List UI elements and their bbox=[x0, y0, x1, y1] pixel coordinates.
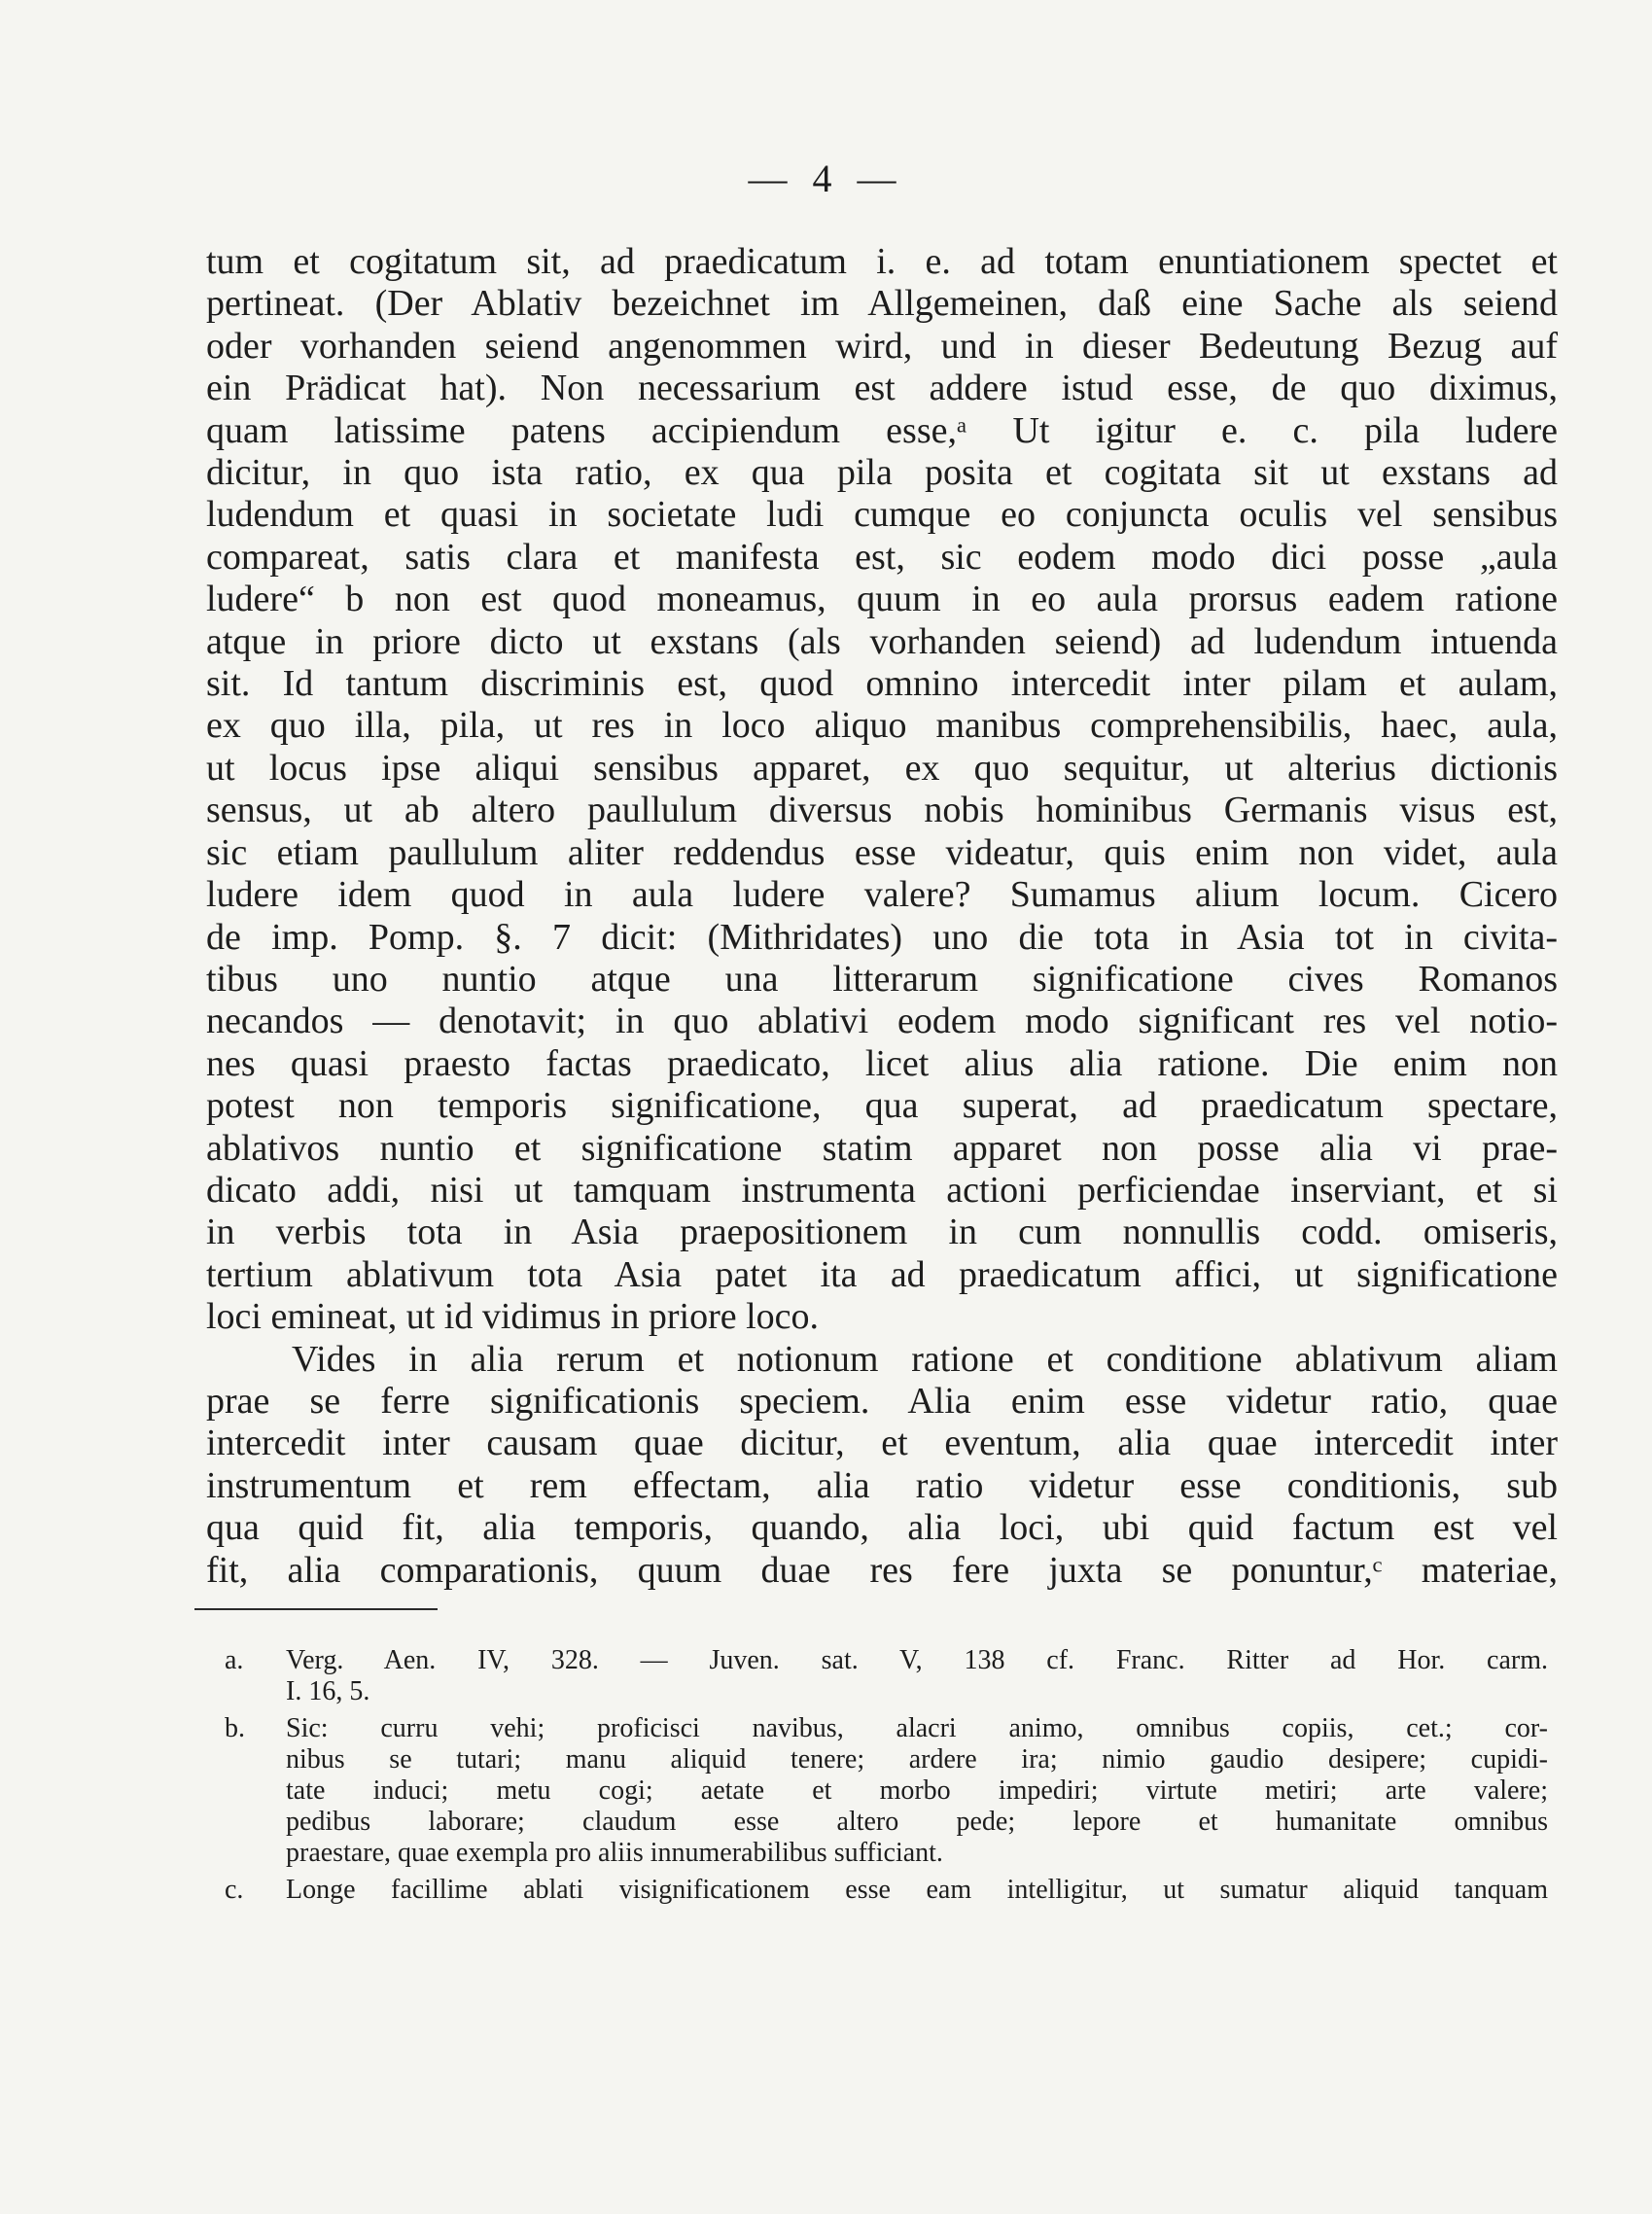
text-line: pertineat. (Der Ablativ bezeichnet im Allgemeinen, daß eine Sache als seiend bbox=[206, 283, 1558, 325]
text-line: ut locus ipse aliqui sensibus apparet, ex quo sequitur, ut alterius dictionis bbox=[206, 747, 1558, 789]
text-line: sit. Id tantum discriminis est, quod omnino intercedit inter pilam et aulam, bbox=[206, 663, 1558, 705]
text-line: oder vorhanden seiend angenommen wird, und in dieser Bedeutung Bezug auf bbox=[206, 325, 1558, 367]
footnote-marker: c. bbox=[225, 1875, 244, 1905]
text-line: qua quid fit, alia temporis, quando, alia loci, ubi quid factum est vel bbox=[206, 1507, 1558, 1549]
footnote-marker: b. bbox=[225, 1713, 245, 1743]
text-line: necandos — denotavit; in quo ablativi eodem modo significant res vel notio- bbox=[206, 1001, 1558, 1042]
text-line: compareat, satis clara et manifesta est, sic eodem modo dici posse „aula bbox=[206, 536, 1558, 578]
text-line: fit, alia comparationis, quum duae res fere juxta se ponuntur,ᶜ materiae, bbox=[206, 1549, 1558, 1591]
text-line: tum et cogitatum sit, ad praedicatum i. e. ad totam enuntiationem spectet et bbox=[206, 241, 1558, 282]
text-line: quam latissime patens accipiendum esse,ᵃ Ut igitur e. c. pila ludere bbox=[206, 409, 1558, 451]
footnote-line: Sic: curru vehi; proficisci navibus, alacri animo, omnibus copiis, cet.; cor- bbox=[286, 1713, 1548, 1743]
text-line: ludere“ b non est quod moneamus, quum in eo aula prorsus eadem ratione bbox=[206, 579, 1558, 620]
text-line: ein Prädicat hat). Non necessarium est addere istud esse, de quo diximus, bbox=[206, 368, 1558, 409]
text-line: ludere idem quod in aula ludere valere? Sumamus alium locum. Cicero bbox=[206, 874, 1558, 916]
page-number: — 4 — bbox=[748, 157, 904, 200]
footnote-c bbox=[226, 1875, 1548, 1906]
text-line: loci emineat, ut id vidimus in priore loco. bbox=[206, 1296, 820, 1338]
footnote-line: nibus se tutari; manu aliquid tenere; ardere ira; nimio gaudio desipere; cupidi- bbox=[286, 1744, 1548, 1775]
text-line: Vides in alia rerum et notionum ratione et conditione ablativum aliam bbox=[292, 1338, 1558, 1380]
footnote-divider bbox=[194, 1608, 438, 1610]
text-line: de imp. Pomp. §. 7 dicit: (Mithridates) uno die tota in Asia tot in civita- bbox=[206, 916, 1558, 958]
footnote-line: praestare, quae exempla pro aliis innumerabilibus sufficiant. bbox=[286, 1838, 943, 1868]
footnote-line: Longe facillime ablati visignificationem esse eam intelligitur, ut sumatur aliquid tanquam bbox=[286, 1875, 1548, 1905]
text-line: ludendum et quasi in societate ludi cumque eo conjuncta oculis vel sensibus bbox=[206, 494, 1558, 536]
text-line: intercedit inter causam quae dicitur, et eventum, alia quae intercedit inter bbox=[206, 1423, 1558, 1464]
text-line: ex quo illa, pila, ut res in loco aliquo manibus comprehensibilis, haec, aula, bbox=[206, 705, 1558, 747]
text-line: potest non temporis significatione, qua superat, ad praedicatum spectare, bbox=[206, 1085, 1558, 1127]
text-line: ablativos nuntio et significatione statim apparet non posse alia vi prae- bbox=[206, 1127, 1558, 1169]
text-line: sic etiam paullulum aliter reddendus esse videatur, quis enim non videt, aula bbox=[206, 831, 1558, 873]
footnote-a bbox=[226, 1645, 1548, 1707]
footnote-marker: a. bbox=[225, 1645, 244, 1675]
body-text bbox=[206, 241, 1558, 1592]
footnote-line: Verg. Aen. IV, 328. — Juven. sat. V, 138 cf. Franc. Ritter ad Hor. carm. bbox=[286, 1645, 1548, 1675]
text-line: dicitur, in quo ista ratio, ex qua pila posita et cogitata sit ut exstans ad bbox=[206, 452, 1558, 494]
footnote-b bbox=[226, 1713, 1548, 1869]
text-line: instrumentum et rem effectam, alia ratio videtur esse conditionis, sub bbox=[206, 1464, 1558, 1506]
text-line: nes quasi praesto factas praedicato, licet alius alia ratione. Die enim non bbox=[206, 1042, 1558, 1084]
footnote-line: tate induci; metu cogi; aetate et morbo impediri; virtute metiri; arte valere; bbox=[286, 1775, 1548, 1806]
text-line: prae se ferre significationis speciem. Alia enim esse videtur ratio, quae bbox=[206, 1380, 1558, 1422]
text-line: dicato addi, nisi ut tamquam instrumenta actioni perficiendae inserviant, et si bbox=[206, 1169, 1558, 1211]
text-line: in verbis tota in Asia praepositionem in cum nonnullis codd. omiseris, bbox=[206, 1212, 1558, 1253]
text-line: tertium ablativum tota Asia patet ita ad praedicatum affici, ut significatione bbox=[206, 1253, 1558, 1295]
text-line: atque in priore dicto ut exstans (als vorhanden seiend) ad ludendum intuenda bbox=[206, 620, 1558, 662]
footnote-line: I. 16, 5. bbox=[286, 1676, 370, 1706]
footnote-line: pedibus laborare; claudum esse altero pede; lepore et humanitate omnibus bbox=[286, 1807, 1548, 1837]
text-line: sensus, ut ab altero paullulum diversus nobis hominibus Germanis visus est, bbox=[206, 790, 1558, 831]
text-line: tibus uno nuntio atque una litterarum significatione cives Romanos bbox=[206, 958, 1558, 1000]
footnotes bbox=[226, 1645, 1548, 1912]
